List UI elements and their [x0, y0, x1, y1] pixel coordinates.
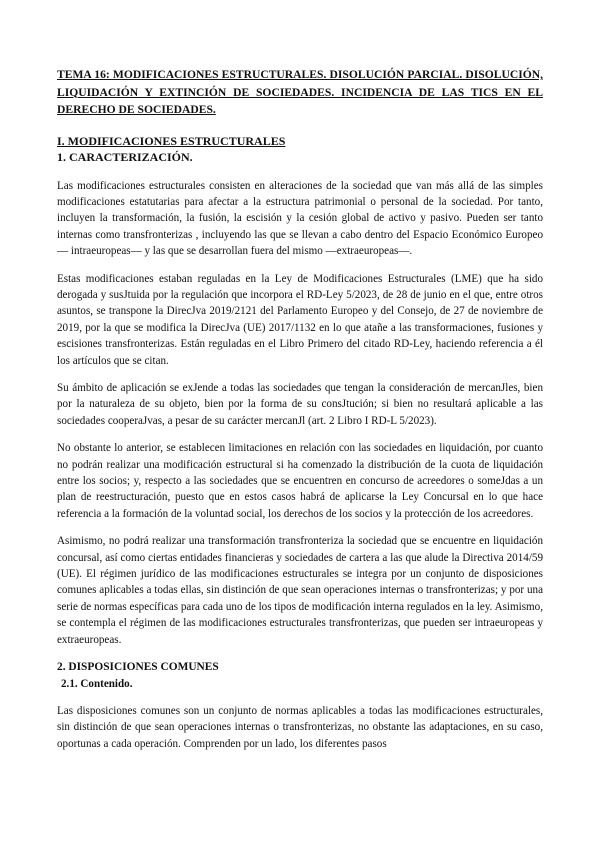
paragraph: Estas modificaciones estaban reguladas en la Ley de Modificaciones Estructurales (LME) que ha sido derogada y susJtuida por la regulación que incorpora el RD-Ley 5/2023, de 28 de junio en el que, entre otros asuntos, se transpone la DirecJva 2019/2121 del Parlamento Europeo y del Consejo, de 27 de noviembre de 2019, por la que se modifica la DirecJva (UE) 2017/1132 en lo que atañe a las transformaciones, fusiones y escisiones transfronterizas. Están reguladas en el Libro Primero del citado RD-Ley, haciendo referencia a él los artículos que se citan. — [57, 272, 543, 367]
paragraph: Las disposiciones comunes son un conjunto de normas aplicables a todas las modificaciones estructurales, sin distinción de que sean operaciones internas o transfronterizas, no obstante las adaptaciones, en su caso, oportunas a cada operación. Comprenden por un lado, los diferentes pasos — [57, 705, 543, 750]
section-2-heading: 2. DISPOSICIONES COMUNES — [57, 661, 219, 674]
paragraph: Su ámbito de aplicación se exJende a todas las sociedades que tengan la consideración de mercanJles, bien por la naturaleza de su objeto, bien por la forma de su consJtución; si bien no resultará aplicable a las sociedades cooperaJvas, a pesar de su carácter mercanJl (art. 2 Libro I RD-L 5/2023). — [57, 381, 543, 427]
section-2-subheading: 2.1. Contenido. — [61, 677, 133, 690]
section-1-subheading: 1. CARACTERIZACIÓN. — [57, 150, 193, 164]
section-1-heading: I. MODIFICACIONES ESTRUCTURALES — [57, 133, 286, 148]
paragraph: Las modificaciones estructurales consisten en alteraciones de la sociedad que van más allá de las simples modificaciones estatutarias para afectar a la estructura patrimonial o personal de la sociedad. Por tanto, incluyen la transformación, la fusión, la escisión y la cesión global de activo y pasivo. Pueden ser tanto internas como transfronterizas , incluyendo las que se llevan a cabo dentro del Espacio Económico Europeo — intraeuropeas— y las que se desarrollan fuera del mismo —extraeuropeas—. — [57, 179, 543, 258]
document-title: TEMA 16: MODIFICACIONES ESTRUCTURALES. DISOLUCIÓN PARCIAL. DISOLUCIÓN, LIQUIDACIÓN Y EXTINCIÓN DE SOCIEDADES. INCIDENCIA DE LAS TICS EN EL DERECHO DE SOCIEDADES. — [57, 68, 543, 116]
paragraph: No obstante lo anterior, se establecen limitaciones en relación con las sociedades en liquidación, por cuanto no podrán realizar una modificación estructural si ha comenzado la distribución de la cuota de liquidación entre los socios; y, respecto a las sociedades que se encuentren en concurso de acreedores o someJdas a un plan de reestructuración, puesto que en estos casos habrá de aplicarse la Ley Concursal en lo que hace referencia a la formación de la voluntad social, los derechos de los socios y la protección de los acreedores. — [57, 442, 543, 520]
paragraph: Asimismo, no podrá realizar una transformación transfronteriza la sociedad que se encuentre en liquidación concursal, así como ciertas entidades financieras y sociedades de cartera a las que alude la Directiva 2014/59 (UE). El régimen jurídico de las modificaciones estructurales se integra por un conjunto de disposiciones comunes aplicables a todas ellas, sin distinción de que sean operaciones internas o transfronterizas; y por una serie de normas específicas para cada uno de los tipos de modificación interna regulados en la ley. Asimismo, se contempla el régimen de las modificaciones estructurales transfronterizas, que pueden ser intraeuropeas y extraeuropeas. — [57, 535, 543, 646]
